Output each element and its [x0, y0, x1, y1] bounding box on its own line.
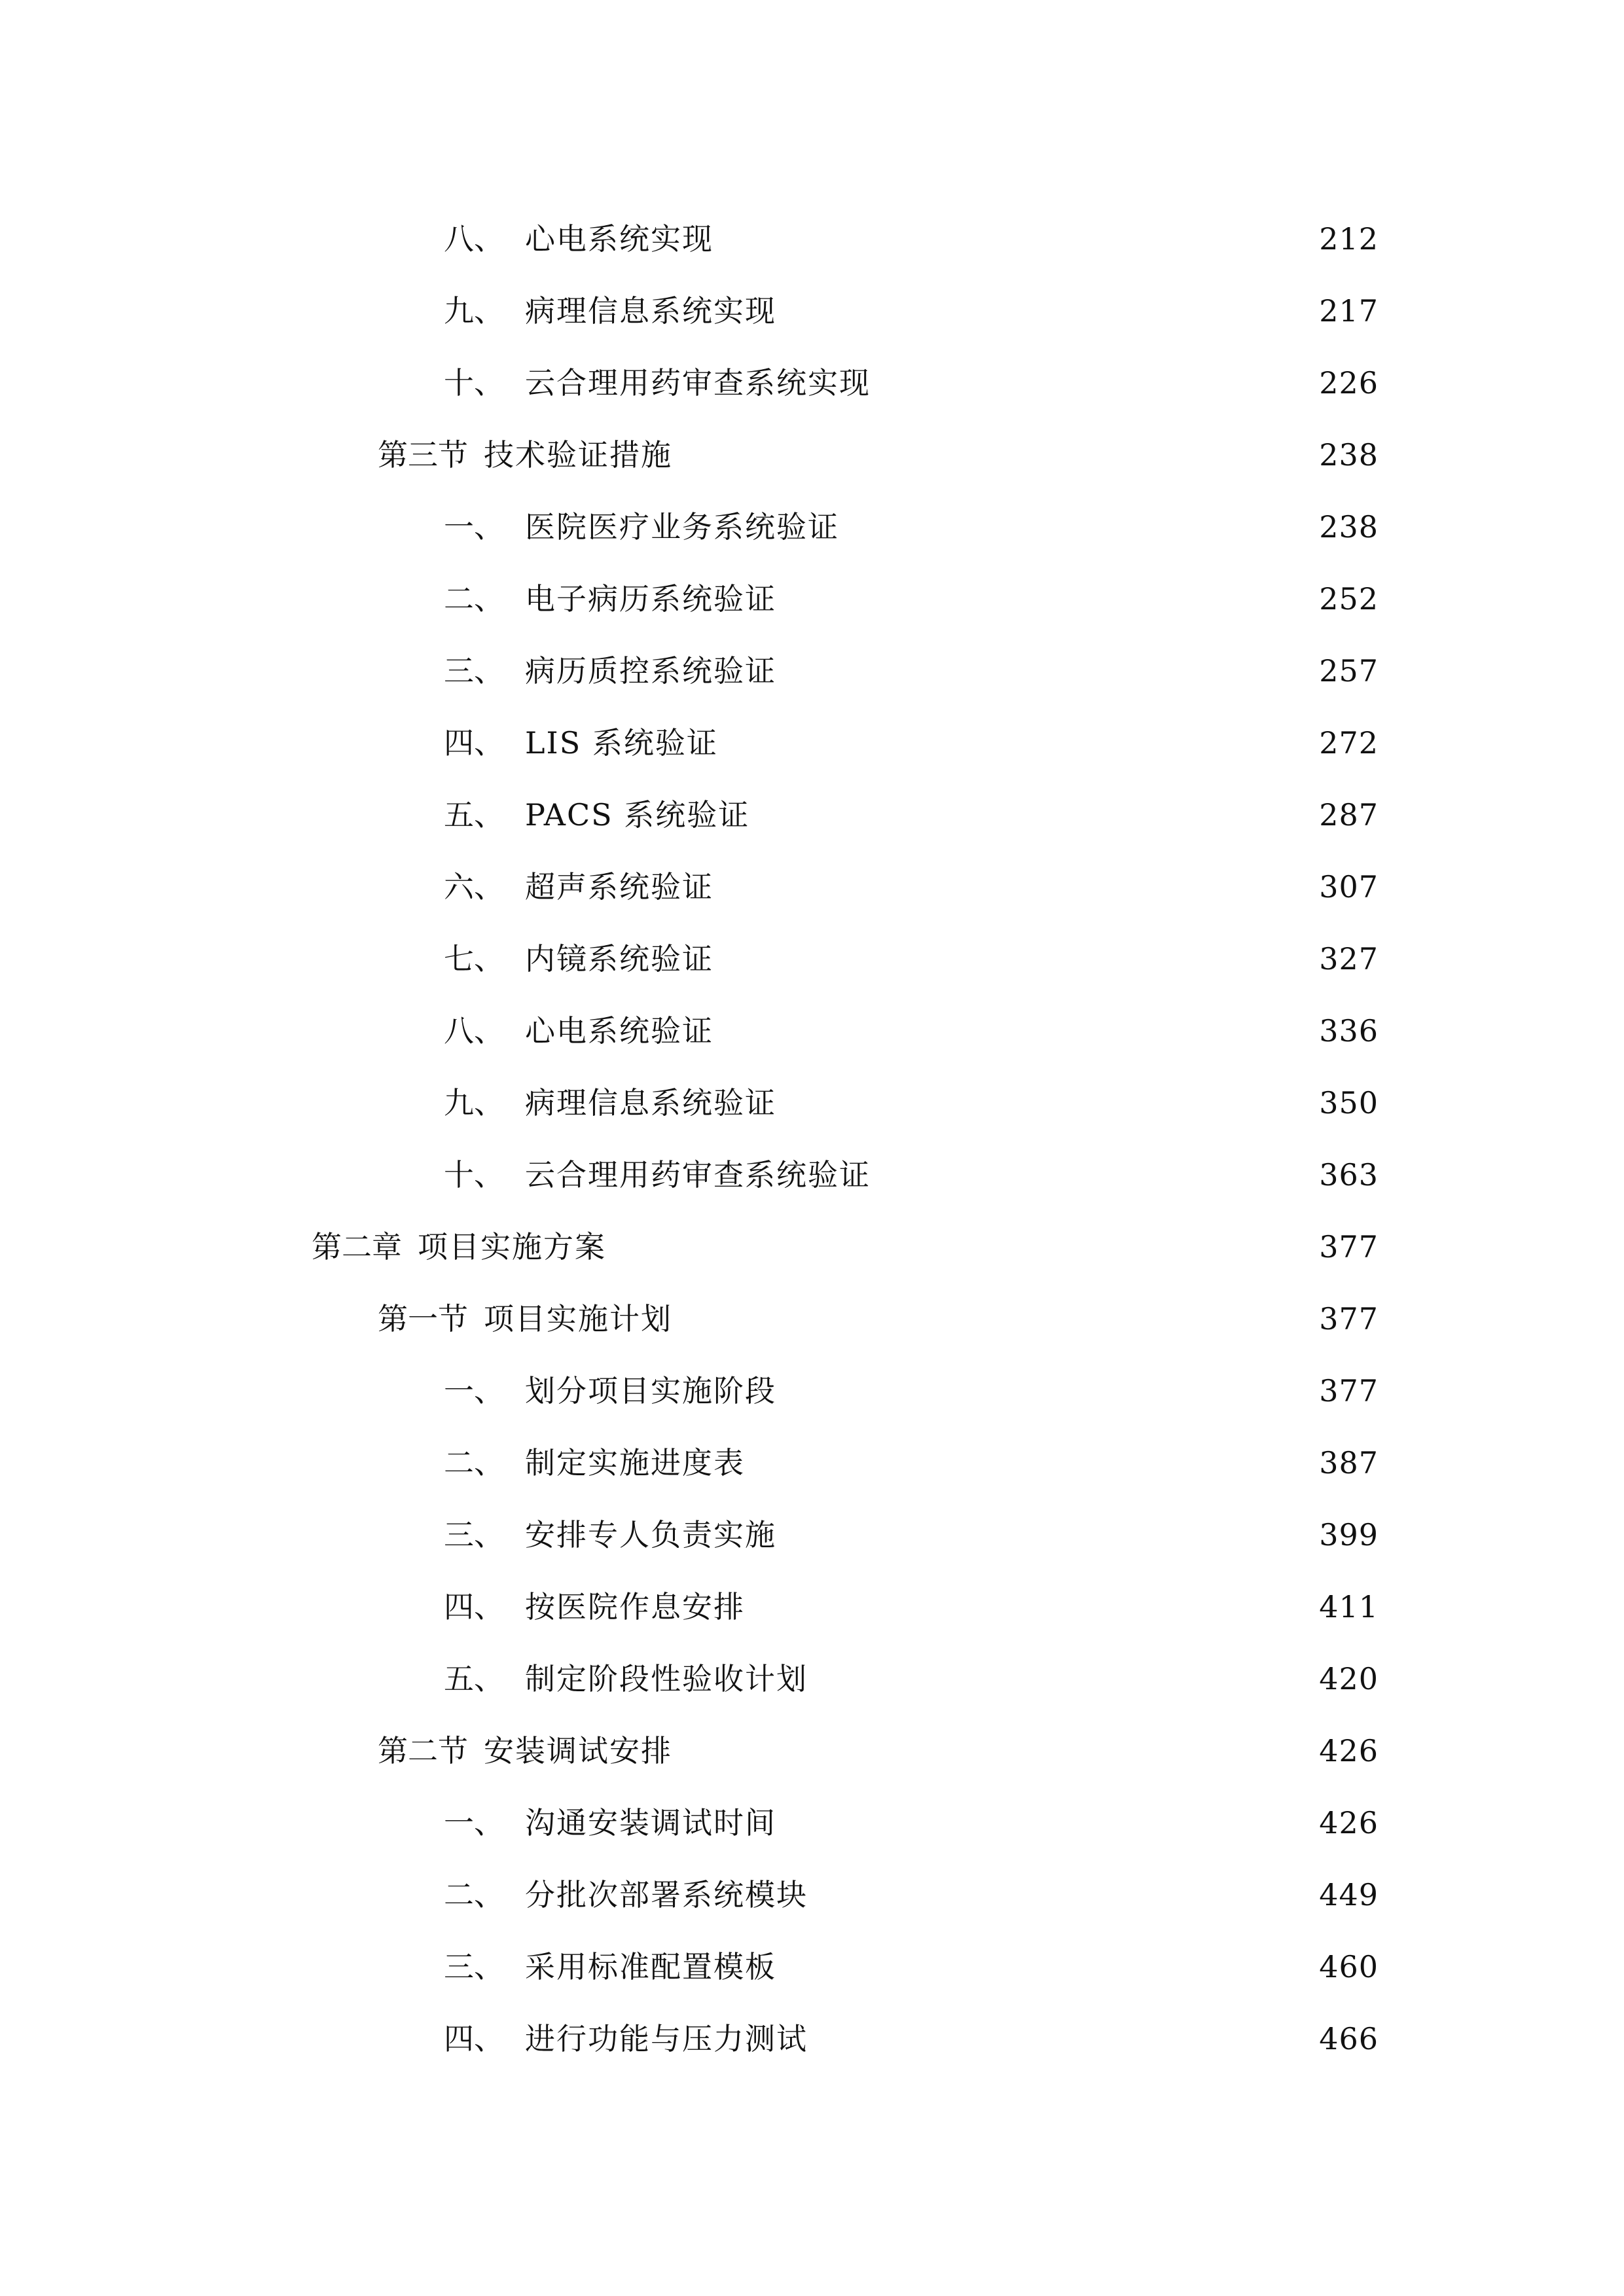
toc-entry-page: 426: [1319, 1733, 1379, 1768]
toc-entry-page: 212: [1319, 221, 1379, 257]
toc-entry-number: 四、: [444, 725, 504, 761]
toc-entry-number: 第一节: [378, 1301, 468, 1336]
toc-entry-title: 内镜系统验证: [525, 941, 713, 977]
toc-dot-leader: [725, 944, 1310, 974]
toc-dot-leader: [725, 1016, 1310, 1046]
toc-entry[interactable]: [0, 563, 1624, 635]
toc-dot-leader: [820, 1664, 1310, 1694]
toc-entry-page: 350: [1319, 1085, 1379, 1121]
toc-entry-page: 399: [1319, 1517, 1379, 1552]
toc-entry-title: 云合理用药审查系统实现: [525, 365, 871, 401]
toc-entry-title: 沟通安装调试时间: [525, 1805, 776, 1840]
toc-entry-page: 272: [1319, 725, 1379, 761]
toc-dot-leader: [618, 1232, 1310, 1262]
toc-entry-title: 进行功能与压力测试: [525, 2021, 808, 2056]
toc-entry-page: 238: [1319, 437, 1379, 473]
toc-dot-leader: [788, 1952, 1310, 1982]
toc-entry-number: 十、: [444, 365, 504, 401]
toc-dot-leader: [820, 2024, 1310, 2054]
toc-entry[interactable]: [0, 1139, 1624, 1211]
toc-entry-title: 项目实施方案: [418, 1229, 606, 1265]
toc-entry[interactable]: [0, 635, 1624, 707]
toc-entry[interactable]: [0, 1427, 1624, 1499]
toc-entry-page: 466: [1319, 2021, 1379, 2056]
table-of-contents: [0, 203, 1624, 2075]
toc-entry-page: 426: [1319, 1805, 1379, 1840]
toc-dot-leader: [725, 872, 1310, 902]
toc-entry-page: 252: [1319, 581, 1379, 617]
toc-entry[interactable]: [0, 1643, 1624, 1715]
toc-entry-number: 四、: [444, 2021, 504, 2056]
toc-entry-page: 377: [1319, 1229, 1379, 1265]
toc-entry-number: 五、: [444, 1661, 504, 1696]
toc-dot-leader: [730, 728, 1310, 758]
toc-entry-title: 制定阶段性验收计划: [525, 1661, 808, 1696]
toc-dot-leader: [757, 1448, 1310, 1478]
toc-dot-leader: [761, 800, 1310, 830]
toc-dot-leader: [684, 1736, 1310, 1766]
toc-entry-title: 项目实施计划: [484, 1301, 672, 1336]
toc-dot-leader: [725, 224, 1310, 254]
toc-entry-number: 一、: [444, 1805, 504, 1840]
toc-entry[interactable]: [0, 707, 1624, 779]
toc-entry[interactable]: [0, 779, 1624, 851]
toc-entry-page: 226: [1319, 365, 1379, 401]
toc-entry-number: 八、: [444, 1013, 504, 1049]
toc-entry-page: 411: [1319, 1589, 1379, 1624]
toc-entry-page: 336: [1319, 1013, 1379, 1049]
toc-entry-title: 病理信息系统验证: [525, 1085, 776, 1121]
toc-entry[interactable]: [0, 275, 1624, 347]
toc-entry-number: 一、: [444, 1373, 504, 1408]
toc-entry[interactable]: [0, 923, 1624, 995]
toc-entry[interactable]: [0, 1859, 1624, 1931]
toc-entry-number: 四、: [444, 1589, 504, 1624]
toc-entry-number: 九、: [444, 1085, 504, 1121]
toc-entry-number: 三、: [444, 653, 504, 689]
toc-entry-number: 五、: [444, 797, 504, 833]
toc-entry[interactable]: [0, 347, 1624, 419]
toc-entry-page: 238: [1319, 509, 1379, 545]
toc-dot-leader: [757, 1592, 1310, 1622]
toc-entry[interactable]: [0, 1067, 1624, 1139]
toc-section-entry[interactable]: [0, 419, 1624, 491]
toc-entry-page: 257: [1319, 653, 1379, 689]
toc-dot-leader: [882, 368, 1310, 398]
toc-entry-page: 449: [1319, 1877, 1379, 1912]
toc-entry-number: 第二章: [312, 1229, 402, 1265]
toc-entry-page: 377: [1319, 1373, 1379, 1408]
toc-entry[interactable]: [0, 995, 1624, 1067]
toc-entry-title: 安装调试安排: [484, 1733, 672, 1768]
toc-entry-title: LIS 系统验证: [525, 725, 718, 761]
toc-entry-title: 云合理用药审查系统验证: [525, 1157, 871, 1193]
toc-entry-title: 分批次部署系统模块: [525, 1877, 808, 1912]
toc-entry-page: 420: [1319, 1661, 1379, 1696]
toc-entry-number: 第三节: [378, 437, 468, 473]
toc-entry-title: 采用标准配置模板: [525, 1949, 776, 1984]
toc-entry-number: 二、: [444, 1877, 504, 1912]
toc-entry[interactable]: [0, 203, 1624, 275]
toc-dot-leader: [788, 1376, 1310, 1406]
toc-entry-title: 安排专人负责实施: [525, 1517, 776, 1552]
toc-section-entry[interactable]: [0, 1283, 1624, 1355]
toc-entry-number: 二、: [444, 1445, 504, 1480]
toc-entry-title: 超声系统验证: [525, 869, 713, 905]
toc-dot-leader: [820, 1880, 1310, 1910]
toc-entry-title: 医院医疗业务系统验证: [525, 509, 839, 545]
toc-entry[interactable]: [0, 851, 1624, 923]
toc-entry-title: 划分项目实施阶段: [525, 1373, 776, 1408]
toc-entry-number: 十、: [444, 1157, 504, 1193]
toc-entry-number: 第二节: [378, 1733, 468, 1768]
toc-entry[interactable]: [0, 1499, 1624, 1571]
toc-entry-page: 327: [1319, 941, 1379, 977]
toc-entry[interactable]: [0, 1931, 1624, 2003]
toc-entry-title: 制定实施进度表: [525, 1445, 745, 1480]
toc-entry-number: 一、: [444, 509, 504, 545]
toc-entry-number: 七、: [444, 941, 504, 977]
toc-entry-number: 六、: [444, 869, 504, 905]
toc-entry-page: 460: [1319, 1949, 1379, 1984]
toc-entry-title: 电子病历系统验证: [525, 581, 776, 617]
toc-entry[interactable]: [0, 1355, 1624, 1427]
toc-entry-title: 技术验证措施: [484, 437, 672, 473]
toc-entry[interactable]: [0, 491, 1624, 563]
toc-entry-number: 九、: [444, 293, 504, 329]
toc-entry-page: 363: [1319, 1157, 1379, 1193]
toc-entry-number: 三、: [444, 1949, 504, 1984]
toc-dot-leader: [684, 1304, 1310, 1334]
toc-dot-leader: [788, 1088, 1310, 1118]
toc-entry-number: 三、: [444, 1517, 504, 1552]
toc-entry-number: 二、: [444, 581, 504, 617]
toc-dot-leader: [788, 584, 1310, 614]
toc-dot-leader: [788, 656, 1310, 686]
toc-entry-number: 八、: [444, 221, 504, 257]
toc-entry[interactable]: [0, 1787, 1624, 1859]
toc-entry-page: 287: [1319, 797, 1379, 833]
toc-entry-title: 心电系统实现: [525, 221, 713, 257]
toc-entry-title: 心电系统验证: [525, 1013, 713, 1049]
toc-dot-leader: [684, 440, 1310, 470]
toc-chapter-entry[interactable]: [0, 1211, 1624, 1283]
toc-entry-title: PACS 系统验证: [525, 797, 750, 833]
toc-entry-page: 377: [1319, 1301, 1379, 1336]
toc-entry-title: 病理信息系统实现: [525, 293, 776, 329]
toc-dot-leader: [788, 296, 1310, 326]
toc-dot-leader: [788, 1808, 1310, 1838]
toc-dot-leader: [788, 1520, 1310, 1550]
toc-entry-title: 病历质控系统验证: [525, 653, 776, 689]
toc-entry-page: 217: [1319, 293, 1379, 329]
toc-dot-leader: [882, 1160, 1310, 1190]
toc-section-entry[interactable]: [0, 1715, 1624, 1787]
toc-dot-leader: [851, 512, 1310, 542]
toc-entry-page: 387: [1319, 1445, 1379, 1480]
toc-entry-page: 307: [1319, 869, 1379, 905]
toc-entry[interactable]: [0, 1571, 1624, 1643]
toc-entry-title: 按医院作息安排: [525, 1589, 745, 1624]
toc-entry[interactable]: [0, 2003, 1624, 2075]
